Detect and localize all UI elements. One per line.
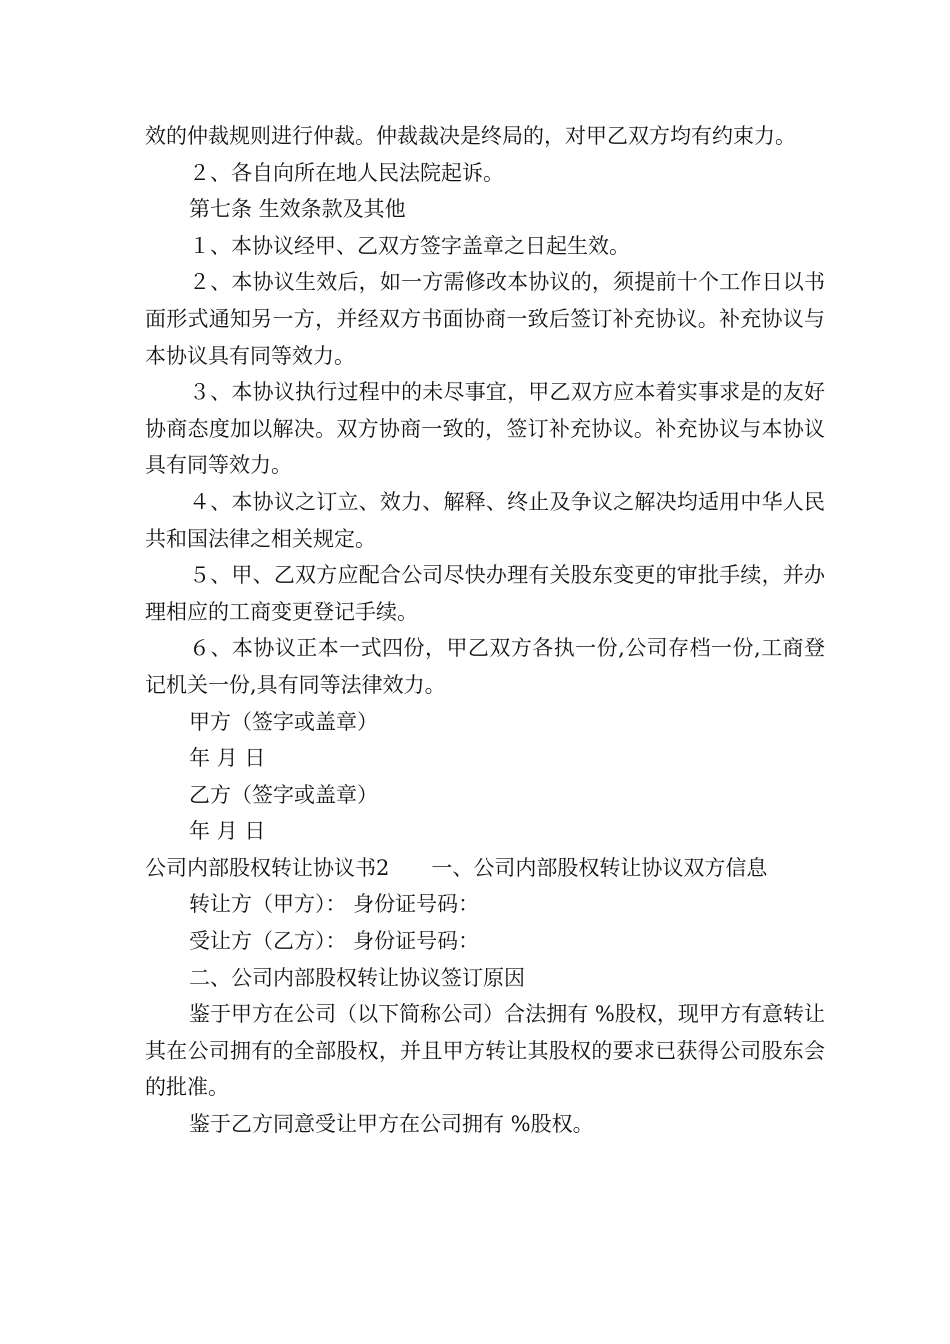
- article-7-heading: 第七条 生效条款及其他: [189, 197, 406, 222]
- paragraph-whereas-party-a: 鉴于甲方在公司（以下简称公司）合法拥有 %股权，现甲方有意转让其在公司拥有的全部股权，并且甲方转让其股权的要求已获得公司股东会的批准。: [145, 1002, 825, 1100]
- paragraph-article-7-item-5: ５、甲、乙双方应配合公司尽快办理有关股东变更的审批手续，并办理相应的工商变更登记手续。: [145, 563, 825, 624]
- paragraph-whereas-party-b: 鉴于乙方同意受让甲方在公司拥有 %股权。: [189, 1112, 594, 1137]
- paragraph-article-7-item-6: ６、本协议正本一式四份，甲乙双方各执一份,公司存档一份,工商登记机关一份,具有同等法律效力。: [145, 636, 825, 697]
- paragraph-article-7-item-4: ４、本协议之订立、效力、解释、终止及争议之解决均适用中华人民共和国法律之相关规定。: [145, 489, 825, 551]
- transferor-info: 转让方（甲方）： 身份证号码：: [189, 892, 480, 917]
- paragraph-article-7-item-3: ３、本协议执行过程中的未尽事宜，甲乙双方应本着实事求是的友好协商态度加以解决。双方协商一致的，签订补充协议。补充协议与本协议具有同等效力。: [145, 380, 825, 478]
- transferee-info: 受让方（乙方）： 身份证号码：: [189, 929, 480, 954]
- paragraph-article-7-item-2: ２、本协议生效后，如一方需修改本协议的，须提前十个工作日以书面形式通知另一方，并经双方书面协商一致后签订补充协议。补充协议与本协议具有同等效力。: [145, 270, 825, 368]
- party-b-signature: 乙方（签字或盖章）: [189, 782, 378, 807]
- agreement-2-title: 公司内部股权转让协议书2 一、公司内部股权转让协议双方信息: [145, 855, 768, 880]
- document-body: [145, 118, 825, 1143]
- party-a-signature: 甲方（签字或盖章）: [189, 709, 378, 734]
- paragraph-article-7-item-1: １、本协议经甲、乙双方签字盖章之日起生效。: [189, 233, 630, 258]
- party-a-date: 年 月 日: [189, 746, 266, 771]
- party-b-date: 年 月 日: [189, 819, 266, 844]
- section-2-heading: 二、公司内部股权转让协议签订原因: [189, 965, 525, 990]
- paragraph-arbitration-end: 效的仲裁规则进行仲裁。仲裁裁决是终局的，对甲乙双方均有约束力。: [145, 124, 796, 148]
- paragraph-clause-2-lawsuit: ２、各自向所在地人民法院起诉。: [189, 160, 504, 185]
